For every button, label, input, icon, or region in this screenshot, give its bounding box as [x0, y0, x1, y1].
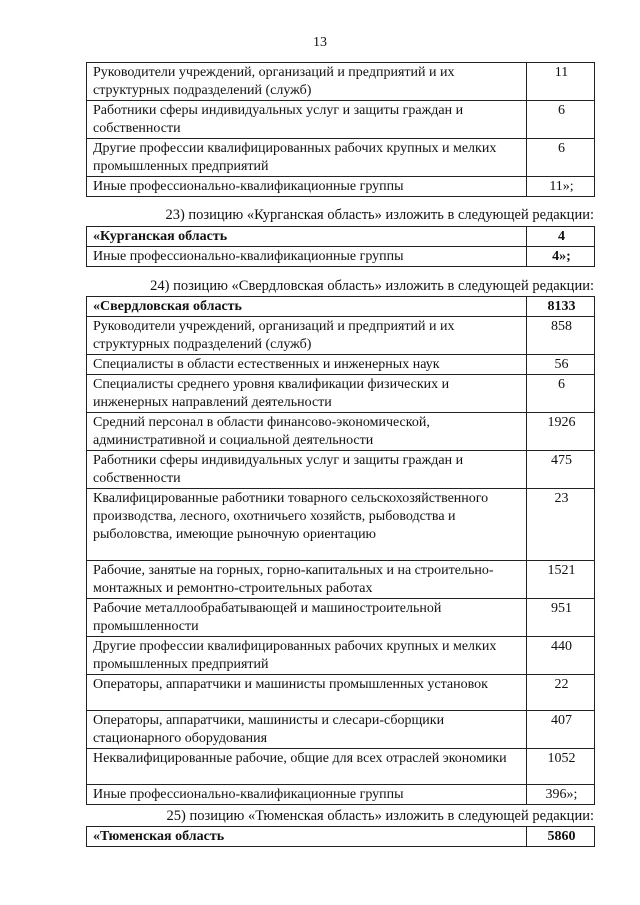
region-total: 5860 — [527, 827, 595, 847]
table-row — [87, 317, 595, 355]
row-label: Специалисты среднего уровня квалификации физических и инженерных направлений деятельности — [87, 375, 527, 413]
row-label: Квалифицированные работники товарного сельскохозяйственного производства, лесного, охотничьего хозяйств, рыбоводства и рыболовства, имеющие рыночную ориентацию — [87, 489, 527, 561]
table-row — [87, 413, 595, 451]
row-value: 6 — [527, 101, 595, 139]
table-row — [87, 355, 595, 375]
table-row — [87, 451, 595, 489]
table-head-row — [87, 297, 595, 317]
row-value: 396»; — [527, 785, 595, 805]
region-name: «Свердловская область — [87, 297, 527, 317]
table-head-row — [87, 227, 595, 247]
section-24-intro: 24) позицию «Свердловская область» изложить в следующей редакции: — [150, 278, 594, 294]
table-row — [87, 247, 595, 267]
table-sverdlovsk — [86, 296, 595, 805]
page-number: 13 — [313, 35, 327, 50]
row-label: Операторы, аппаратчики, машинисты и слесари-сборщики стационарного оборудования — [87, 711, 527, 749]
region-name: «Курганская область — [87, 227, 527, 247]
row-label: Рабочие, занятые на горных, горно-капитальных и на строительно-монтажных и ремонтно-строительных работах — [87, 561, 527, 599]
row-label: Руководители учреждений, организаций и предприятий и их структурных подразделений (служб) — [87, 63, 527, 101]
table-row — [87, 561, 595, 599]
table-row — [87, 749, 595, 785]
row-value: 11 — [527, 63, 595, 101]
row-value: 6 — [527, 375, 595, 413]
region-total: 8133 — [527, 297, 595, 317]
section-23-intro: 23) позицию «Курганская область» изложить в следующей редакции: — [165, 207, 594, 223]
table-tyumen — [86, 826, 595, 847]
region-name: «Тюменская область — [87, 827, 527, 847]
table-continuation — [86, 62, 595, 197]
row-label: Иные профессионально-квалификационные группы — [87, 247, 527, 267]
region-total: 4 — [527, 227, 595, 247]
table-row — [87, 675, 595, 711]
row-value: 440 — [527, 637, 595, 675]
row-label: Рабочие металлообрабатывающей и машиностроительной промышленности — [87, 599, 527, 637]
row-value: 6 — [527, 139, 595, 177]
row-value: 951 — [527, 599, 595, 637]
row-label: Работники сферы индивидуальных услуг и защиты граждан и собственности — [87, 451, 527, 489]
row-value: 1926 — [527, 413, 595, 451]
row-label: Специалисты в области естественных и инженерных наук — [87, 355, 527, 375]
row-value: 56 — [527, 355, 595, 375]
row-label: Иные профессионально-квалификационные группы — [87, 177, 527, 197]
row-label: Иные профессионально-квалификационные группы — [87, 785, 527, 805]
table-row — [87, 63, 595, 101]
row-value: 475 — [527, 451, 595, 489]
table-row — [87, 139, 595, 177]
row-label: Другие профессии квалифицированных рабочих крупных и мелких промышленных предприятий — [87, 637, 527, 675]
table-row — [87, 599, 595, 637]
table-row — [87, 785, 595, 805]
row-label: Руководители учреждений, организаций и предприятий и их структурных подразделений (служб) — [87, 317, 527, 355]
table-row — [87, 375, 595, 413]
row-value: 4»; — [527, 247, 595, 267]
row-label: Операторы, аппаратчики и машинисты промышленных установок — [87, 675, 527, 711]
section-25-intro: 25) позицию «Тюменская область» изложить в следующей редакции: — [166, 808, 594, 824]
row-value: 858 — [527, 317, 595, 355]
row-value: 407 — [527, 711, 595, 749]
table-row — [87, 711, 595, 749]
row-value: 11»; — [527, 177, 595, 197]
row-value: 1521 — [527, 561, 595, 599]
table-kurgan — [86, 226, 595, 267]
row-value: 23 — [527, 489, 595, 561]
table-head-row — [87, 827, 595, 847]
table-row — [87, 177, 595, 197]
table-row — [87, 101, 595, 139]
row-label: Работники сферы индивидуальных услуг и защиты граждан и собственности — [87, 101, 527, 139]
table-row — [87, 489, 595, 561]
table-row — [87, 637, 595, 675]
row-label: Другие профессии квалифицированных рабочих крупных и мелких промышленных предприятий — [87, 139, 527, 177]
row-label: Средний персонал в области финансово-экономической, административной и социальной деятельности — [87, 413, 527, 451]
row-value: 1052 — [527, 749, 595, 785]
row-value: 22 — [527, 675, 595, 711]
row-label: Неквалифицированные рабочие, общие для всех отраслей экономики — [87, 749, 527, 785]
